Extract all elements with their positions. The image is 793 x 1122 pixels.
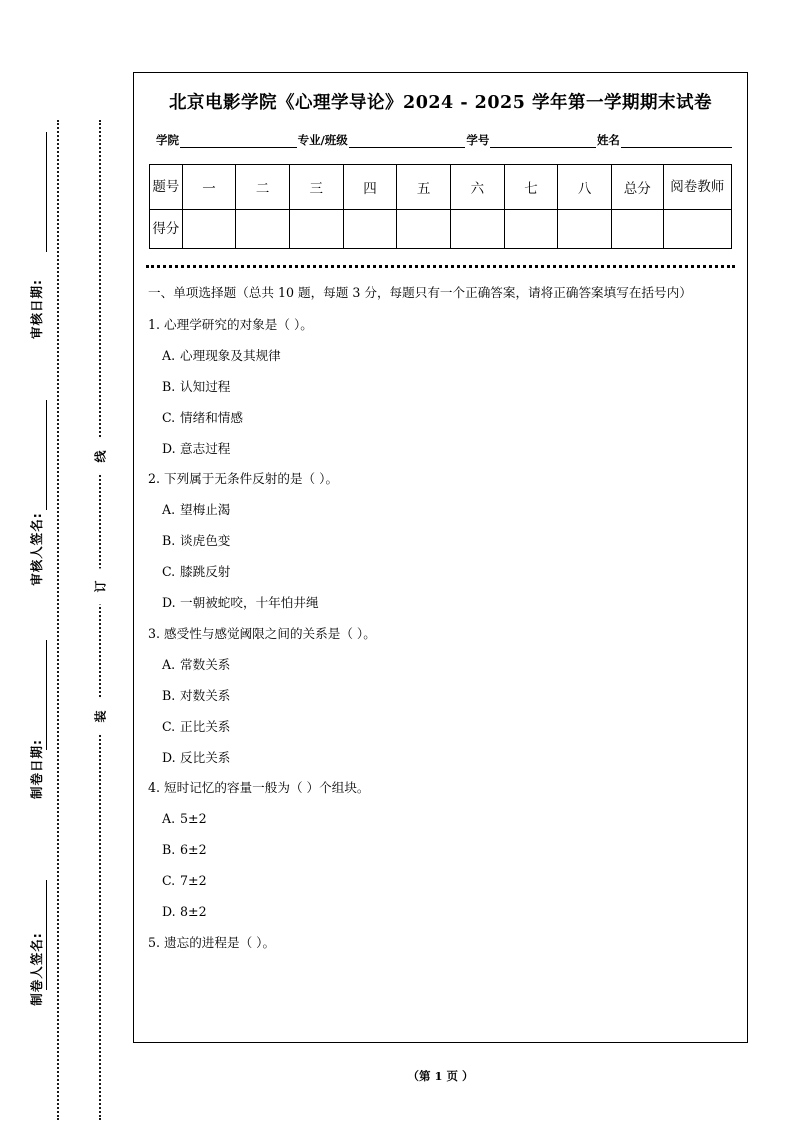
- page-footer: （第 1 页 ）: [407, 1069, 474, 1083]
- option-label: C.: [162, 718, 176, 734]
- option-label: B.: [162, 378, 176, 394]
- option-text: 反比关系: [180, 749, 231, 765]
- option-text: 膝跳反射: [180, 564, 231, 580]
- exam-sheet: [133, 72, 748, 1043]
- option-text: 情绪和情感: [180, 409, 243, 425]
- option-text: 5±2: [180, 811, 207, 827]
- question-option[interactable]: [162, 501, 731, 520]
- option-label: D.: [162, 749, 176, 765]
- question-option[interactable]: [162, 594, 731, 613]
- score-label: 得分: [150, 210, 183, 249]
- score-col-4: 四: [343, 165, 397, 210]
- student-id-input[interactable]: [490, 135, 596, 148]
- score-cell-2[interactable]: [236, 210, 290, 249]
- student-name-input[interactable]: [621, 135, 732, 148]
- question-option[interactable]: [162, 563, 731, 582]
- margin-paper-author-signature-label: 制卷人签名:: [29, 932, 44, 1006]
- score-table-header-row: [150, 165, 732, 210]
- college-input[interactable]: [180, 135, 297, 148]
- student-info-line: [156, 132, 733, 148]
- score-col-8: 八: [558, 165, 612, 210]
- score-col-5: 五: [397, 165, 451, 210]
- question-option[interactable]: [162, 718, 731, 737]
- margin-rule-1: [46, 132, 47, 252]
- score-cell-4[interactable]: [343, 210, 397, 249]
- score-col-2: 二: [236, 165, 290, 210]
- margin-rule-2: [46, 400, 47, 510]
- option-text: 谈虎色变: [180, 533, 231, 549]
- score-cell-total[interactable]: [612, 210, 664, 249]
- section-heading: 一、单项选择题（总共 10 题，每题 3 分，每题只有一个正确答案，请将正确答案填写在括号内）: [148, 285, 692, 300]
- margin-rule-3: [46, 640, 47, 750]
- question-option[interactable]: [162, 872, 731, 891]
- score-col-6: 六: [450, 165, 504, 210]
- option-label: B.: [162, 687, 176, 703]
- question-stem: 3. 感受性与感觉阈限之间的关系是（ ）。: [148, 625, 376, 641]
- option-text: 认知过程: [180, 378, 231, 394]
- seam-label-pack: 装: [89, 699, 112, 735]
- question-option[interactable]: [162, 810, 731, 829]
- page-title: 北京电影学院《心理学导论》2024 - 2025 学年第一学期期末试卷: [169, 93, 712, 113]
- seam-label-bind: 订: [89, 569, 112, 605]
- score-cell-8[interactable]: [558, 210, 612, 249]
- question-option[interactable]: [162, 347, 731, 366]
- score-col-1: 一: [182, 165, 236, 210]
- binding-margin: [0, 0, 133, 1122]
- major-class-label: 专业/班级: [297, 133, 348, 147]
- seam-label-line: 线: [89, 439, 112, 475]
- option-text: 正比关系: [180, 718, 231, 734]
- score-col-7: 七: [504, 165, 558, 210]
- option-label: C.: [162, 409, 176, 425]
- college-label: 学院: [156, 133, 179, 147]
- option-text: 一朝被蛇咬，十年怕井绳: [180, 595, 319, 611]
- score-cell-grader[interactable]: [663, 210, 731, 249]
- option-label: A.: [162, 347, 176, 363]
- margin-paper-date-label: 制卷日期:: [29, 739, 44, 799]
- major-class-input[interactable]: [349, 135, 466, 148]
- score-cell-6[interactable]: [450, 210, 504, 249]
- option-label: C.: [162, 873, 176, 889]
- student-id-label: 学号: [466, 133, 490, 147]
- option-label: C.: [162, 564, 176, 580]
- question-number-label: 题号: [150, 165, 183, 210]
- question-option[interactable]: [162, 532, 731, 551]
- option-text: 常数关系: [180, 656, 231, 672]
- option-label: D.: [162, 595, 176, 611]
- option-label: B.: [162, 533, 176, 549]
- score-cell-1[interactable]: [182, 210, 236, 249]
- question-option[interactable]: [162, 409, 731, 428]
- score-col-grader: 阅卷教师: [663, 165, 731, 210]
- exam-body: [148, 282, 731, 953]
- option-text: 对数关系: [180, 687, 231, 703]
- score-cell-3[interactable]: [289, 210, 343, 249]
- score-col-total: 总分: [612, 165, 664, 210]
- question-option[interactable]: [162, 749, 731, 768]
- margin-reviewer-signature-label: 审核人签名:: [29, 512, 44, 586]
- question-stem: 1. 心理学研究的对象是（ ）。: [148, 317, 313, 333]
- option-label: A.: [162, 811, 176, 827]
- option-text: 意志过程: [180, 440, 231, 456]
- question-option[interactable]: [162, 903, 731, 922]
- score-col-3: 三: [289, 165, 343, 210]
- margin-review-date-label: 审核日期:: [29, 279, 44, 339]
- question-option[interactable]: [162, 656, 731, 675]
- option-label: A.: [162, 502, 176, 518]
- question-stem: 5. 遗忘的进程是（ ）。: [148, 934, 276, 950]
- option-label: D.: [162, 440, 176, 456]
- option-text: 7±2: [180, 873, 207, 889]
- question-option[interactable]: [162, 440, 731, 459]
- option-text: 6±2: [180, 842, 207, 858]
- score-cell-7[interactable]: [504, 210, 558, 249]
- question-option[interactable]: [162, 687, 731, 706]
- question-stem: 2. 下列属于无条件反射的是（ ）。: [148, 471, 339, 487]
- student-name-label: 姓名: [596, 133, 620, 147]
- margin-rule-4: [46, 880, 47, 990]
- score-cell-5[interactable]: [397, 210, 451, 249]
- question-stem: 4. 短时记忆的容量一般为（ ）个组块。: [148, 780, 370, 796]
- section-divider: [146, 265, 735, 268]
- option-text: 8±2: [180, 903, 207, 919]
- option-label: A.: [162, 656, 176, 672]
- question-option[interactable]: [162, 841, 731, 860]
- margin-dotted-line-outer: [57, 120, 59, 1120]
- margin-dotted-line-inner: [99, 120, 101, 1120]
- question-option[interactable]: [162, 378, 731, 397]
- option-text: 心理现象及其规律: [180, 347, 281, 363]
- option-label: D.: [162, 903, 176, 919]
- score-table-marks-row: [150, 210, 732, 249]
- option-label: B.: [162, 842, 176, 858]
- option-text: 望梅止渴: [180, 502, 231, 518]
- score-table: [149, 164, 732, 249]
